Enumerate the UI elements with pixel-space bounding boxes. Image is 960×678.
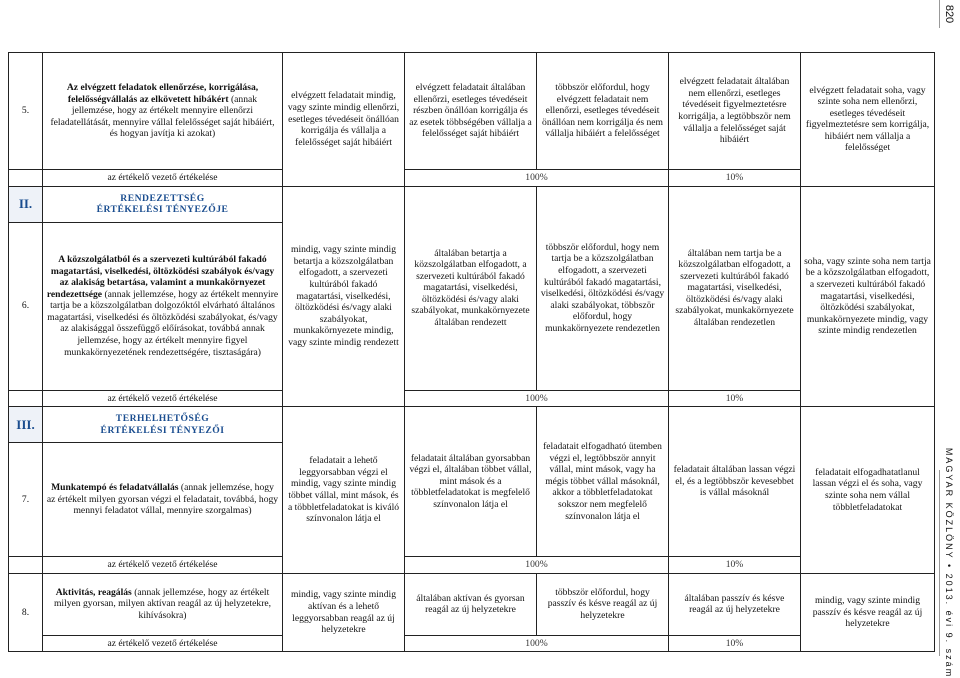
section-roman-numeral: II. xyxy=(9,186,43,222)
scale-high: 100% xyxy=(405,635,669,652)
table-row xyxy=(9,573,935,635)
table-row xyxy=(9,390,935,407)
section-title-line1: RENDEZETTSÉG xyxy=(120,192,205,204)
scale-high: 100% xyxy=(405,557,669,574)
section-heading-row xyxy=(9,186,935,222)
section-roman-numeral: III. xyxy=(9,407,43,443)
level-cell: többször előfordul, hogy nem tartja be a közszolgálatban elfogadott, a szervezeti kultúrából fakadó magatartási, viselkedési, öltözködési és/vagy alaki szabályokat, többször előfordul, hogy munkakörnyezete rendezetlen xyxy=(537,186,669,390)
section-title-line2: ÉRTÉKELÉSI TÉNYEZŐJE xyxy=(96,204,229,216)
level-cell: mindig, vagy szinte mindig passzív és késve reagál az új helyzetekre xyxy=(801,573,935,652)
level-cell: feladatait általában lassan végzi el, és a legtöbbször kevesebbet is vállal másoknál xyxy=(669,407,801,557)
scale-low: 10% xyxy=(669,170,801,187)
criterion-note: (annak jellemzése, hogy az értékelt milyen gyorsan, milyen aktívan reagál az új helyzetekre, kihívásokra) xyxy=(53,586,272,622)
table-row xyxy=(9,170,935,187)
page-number: 820 xyxy=(943,4,956,24)
table-row xyxy=(9,53,935,170)
level-cell: többször előfordul, hogy passzív és késve reagál az új helyzetekre xyxy=(537,573,669,635)
level-cell: feladatait a lehető leggyorsabban végzi el mindig, vagy szinte mindig többet vállal, mint mások, és a többletfeladatokat is kiváló színvonalon látja el xyxy=(283,407,405,574)
evaluator-label: az értékelő vezető értékelése xyxy=(43,635,283,652)
criterion-cell xyxy=(43,443,283,557)
level-cell: elvégzett feladatait általában nem ellenőrzi, esetleges tévedéseit figyelmeztetésre korrigálja, a legtöbbször nem vállalja a felelősséget saját hibáiért xyxy=(669,53,801,170)
row-number: 6. xyxy=(9,222,43,390)
row-number-spacer xyxy=(9,557,43,574)
scale-low: 10% xyxy=(669,557,801,574)
table-row xyxy=(9,635,935,652)
scale-low: 10% xyxy=(669,635,801,652)
criterion-title: Az elvégzett feladatok ellenőrzése, korrigálása, felelősségvállalás az elkövetett hibákért xyxy=(66,82,259,105)
level-cell: általában betartja a közszolgálatban elfogadott, a szervezeti kultúrából fakadó magatartási, viselkedési, öltözködési és/vagy alaki szabályokat, munkakörnyezete általában rendezett xyxy=(405,186,537,390)
row-number: 5. xyxy=(9,53,43,170)
evaluator-label: az értékelő vezető értékelése xyxy=(43,390,283,407)
level-cell: feladatait általában gyorsabban végzi el, általában többet vállal, mint mások és a többletfeladatokat is megfelelő színvonalon látja el xyxy=(405,407,537,557)
scale-high: 100% xyxy=(405,390,669,407)
level-cell: többször előfordul, hogy elvégzett feladatait nem ellenőrzi, esetleges tévedéseit önállóan nem korrigálja és nem vállalja hibáiért a felelősséget xyxy=(537,53,669,170)
section-title xyxy=(43,186,283,222)
evaluator-label: az értékelő vezető értékelése xyxy=(43,170,283,187)
level-cell: elvégzett feladatait soha, vagy szinte soha nem ellenőrzi, esetleges tévedéseit figyelmeztetésre sem korrigálja, hibáiért nem vállalja a felelősséget xyxy=(801,53,935,187)
scale-high: 100% xyxy=(405,170,669,187)
level-cell: feladatait elfogadható ütemben végzi el, legtöbbször annyit vállal, mint mások, vagy ha mégis többet vállal másoknál, akkor a többletfeladatokat sokszor nem megfelelő színvonalon látja el xyxy=(537,407,669,557)
evaluator-label: az értékelő vezető értékelése xyxy=(43,557,283,574)
scale-low: 10% xyxy=(669,390,801,407)
evaluation-table xyxy=(8,52,935,652)
section-heading-row xyxy=(9,407,935,443)
table-row xyxy=(9,557,935,574)
level-cell: általában passzív és késve reagál az új helyzetekre xyxy=(669,573,801,635)
criterion-title: Munkatempó és feladatvállalás xyxy=(51,482,179,494)
level-cell: feladatait elfogadhatatlanul lassan végzi el és soha, vagy szinte soha nem vállal többletfeladatokat xyxy=(801,407,935,574)
criterion-note: (annak jellemzése, hogy az értékelt mennyire ellenőrzi feladatellátását, mennyire vállal felelősséget saját hibáiért, és hogyan javítja ki azokat) xyxy=(50,93,275,140)
row-number: 7. xyxy=(9,443,43,557)
level-cell: soha, vagy szinte soha nem tartja be a közszolgálatban elfogadott, a szervezeti kultúrából fakadó magatartási, viselkedési, öltözködési szabályokat, munkakörnyezete mindig, vagy szinte mindig rendezetlen xyxy=(801,186,935,407)
journal-sidebar-text: MAGYAR KÖZLÖNY • 2013. évi 9. szám xyxy=(944,447,954,678)
criterion-note: (annak jellemzése, hogy az értékelt mennyire tartja be a közszolgálatban dolgozóktól elvárható általános magatartási, viselkedési és öltözködési szabályokat, és/vagy az alakisággal összefüggő előírásokat, továbbá annak jellemzése, hogy az értékelt mennyire figyel munkakörnyezetének rendezettségére, tisztaságára) xyxy=(47,288,279,358)
criterion-title: Aktivitás, reagálás xyxy=(55,586,132,598)
section-title-line1: TERHELHETŐSÉG xyxy=(115,413,210,425)
row-number-spacer xyxy=(9,390,43,407)
level-cell: általában nem tartja be a közszolgálatban elfogadott, a szervezeti kultúrából fakadó magatartási, viselkedési, öltözködési és/vagy alaki szabályokat, munkakörnyezete általában rendezetlen xyxy=(669,186,801,390)
section-title-line2: ÉRTÉKELÉSI TÉNYEZŐI xyxy=(100,424,225,436)
criterion-title: A közszolgálatból és a szervezeti kultúrából fakadó magatartási, viselkedési, öltözködési szabályok és/vagy az alakiság betartása, valamint a munkakörnyezet rendezettsége xyxy=(46,253,275,300)
row-number-spacer xyxy=(9,170,43,187)
level-cell: mindig, vagy szinte mindig aktívan és a lehető leggyorsabban reagál az új helyzetekre xyxy=(283,573,405,652)
criterion-note: (annak jellemzése, hogy az értékelt milyen gyorsan végzi el feladatait, továbbá, hogy mennyi feladatot vállal, mennyire szorgalmas) xyxy=(46,482,279,517)
level-cell: általában aktívan és gyorsan reagál az új helyzetekre xyxy=(405,573,537,635)
section-title xyxy=(43,407,283,443)
page-number-box xyxy=(939,0,958,28)
row-number: 8. xyxy=(9,573,43,652)
journal-sidebar xyxy=(939,447,958,678)
level-cell: elvégzett feladatait általában ellenőrzi, esetleges tévedéseit részben önállóan korrigálja és az esetek többségében vállalja a felelősséget saját hibáiért xyxy=(405,53,537,170)
criterion-cell xyxy=(43,53,283,170)
level-cell: elvégzett feladatait mindig, vagy szinte mindig ellenőrzi, esetleges tévedéseit önállóan korrigálja és vállalja a felelősséget saját hibáiért xyxy=(283,53,405,187)
level-cell: mindig, vagy szinte mindig betartja a közszolgálatban elfogadott, a szervezeti kultúrából fakadó magatartási, viselkedési, öltözködési és/vagy alaki szabályokat, munkakörnyezete mindig, vagy szinte mindig rendezett xyxy=(283,186,405,407)
criterion-cell xyxy=(43,573,283,635)
criterion-cell xyxy=(43,222,283,390)
